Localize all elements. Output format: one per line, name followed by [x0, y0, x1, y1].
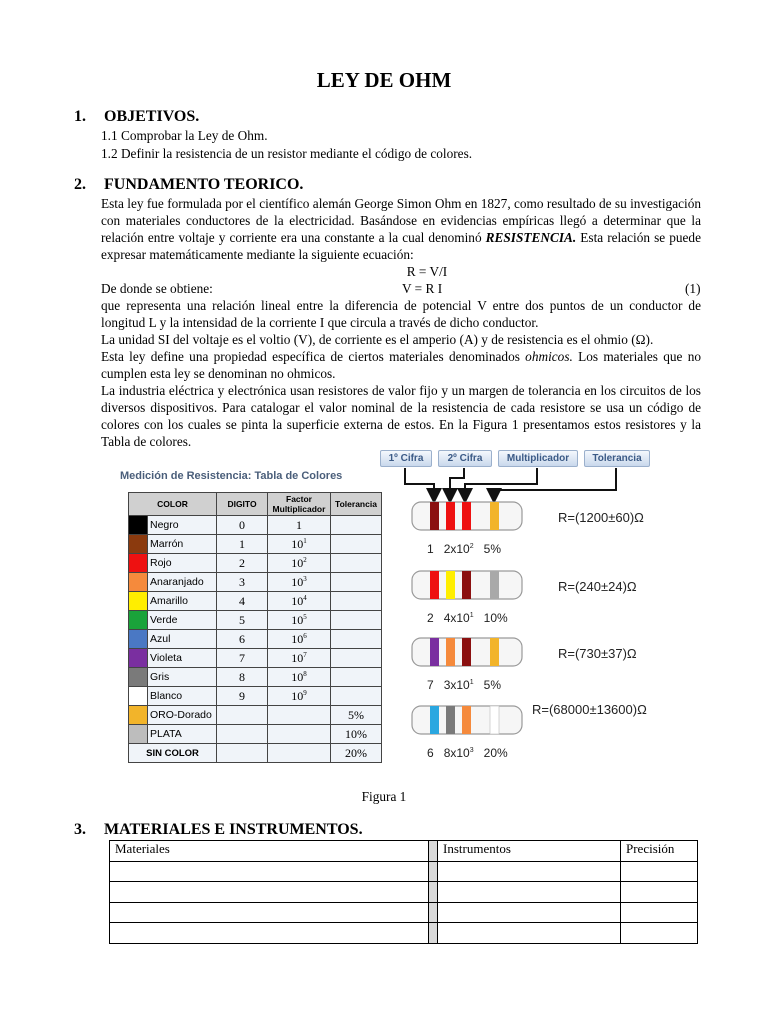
paragraph-intro [101, 195, 701, 263]
resistor-band [462, 502, 471, 530]
section-heading-fundamento [74, 176, 303, 194]
resistor-band [430, 571, 439, 599]
color-name: ORO-Dorado [148, 706, 217, 725]
paragraph-text: Esta ley define una propiedad específica de ciertos materiales denominados [101, 349, 526, 364]
table-cell[interactable] [438, 923, 621, 944]
materials-table [109, 840, 698, 944]
color-digit: 2 [217, 554, 268, 573]
multiplier-exponent: 9 [303, 688, 307, 697]
color-name: Negro [148, 516, 217, 535]
code-tolerance: 5% [483, 542, 501, 556]
multiplier-base: 10 [291, 688, 304, 703]
label-tolerance: Tolerancia [584, 450, 650, 467]
table-row [110, 902, 698, 923]
multiplier-base: 10 [291, 612, 304, 627]
table-cell[interactable] [621, 882, 698, 903]
multiplier-exponent: 6 [303, 631, 307, 640]
color-name: Anaranjado [148, 573, 217, 592]
table-cell[interactable] [110, 882, 429, 903]
section-title: FUNDAMENTO TEORICO. [104, 176, 304, 193]
equation-number: (1) [685, 281, 701, 296]
section-title: MATERIALES E INSTRUMENTOS. [104, 821, 363, 838]
equation-ohm: R = V/I [406, 264, 448, 279]
column-materiales: Materiales [110, 841, 429, 862]
header-multiplier: Factor Multiplicador [268, 493, 331, 516]
color-table-title: Medición de Resistencia: Tabla de Colores [120, 470, 343, 482]
color-digit: 1 [217, 535, 268, 554]
color-name: Blanco [148, 687, 217, 706]
section-heading-materiales [74, 821, 363, 839]
code-tolerance: 20% [483, 746, 508, 760]
section-number: 1. [74, 108, 86, 125]
label-second-digit: 2º Cifra [438, 450, 492, 467]
resistor-result: R=(240±24)Ω [558, 579, 637, 594]
multiplier-exponent: 1 [303, 536, 307, 545]
resistor-band [462, 706, 471, 734]
resistor-band [490, 638, 499, 666]
label-first-digit: 1º Cifra [380, 450, 432, 467]
column-separator [429, 841, 438, 862]
code-digit-2: 3 [443, 678, 451, 692]
resistor-band [490, 571, 499, 599]
header-tolerance: Tolerancia [331, 493, 382, 516]
code-digit-2: 8 [443, 746, 451, 760]
equation-label: De donde se obtiene: [101, 281, 213, 296]
table-cell[interactable] [438, 882, 621, 903]
column-separator [429, 882, 438, 903]
column-precision: Precisión [621, 841, 698, 862]
multiplier-base: 10 [291, 631, 304, 646]
resistor-diagram [118, 446, 658, 776]
resistor-code [427, 746, 508, 760]
paragraph-ohmic [101, 348, 701, 382]
code-digit-2: 4 [443, 611, 451, 625]
resistor-code [427, 678, 501, 692]
header-color: COLOR [129, 493, 217, 516]
code-multiplier-exponent: 2 [469, 543, 474, 550]
multiplier-base: 10 [291, 669, 304, 684]
multiplier-exponent: 3 [303, 574, 307, 583]
table-cell[interactable] [438, 902, 621, 923]
equation-voltage: V = R I [402, 281, 443, 296]
column-instrumentos: Instrumentos [438, 841, 621, 862]
resistor-band [462, 638, 471, 666]
table-cell[interactable] [110, 902, 429, 923]
color-digit: 5 [217, 611, 268, 630]
resistor-band [446, 571, 455, 599]
section-title: OBJETIVOS. [104, 108, 200, 125]
code-tolerance: 5% [483, 678, 501, 692]
multiplier-base: 1 [296, 517, 302, 532]
code-multiplier-exponent: 1 [469, 612, 474, 619]
table-cell[interactable] [438, 861, 621, 882]
color-name: Amarillo [148, 592, 217, 611]
color-digit: 8 [217, 668, 268, 687]
figure-resistor-color-code [118, 446, 658, 776]
table-cell[interactable] [110, 861, 429, 882]
multiplier-exponent: 4 [303, 593, 307, 602]
section-number: 3. [74, 821, 86, 838]
color-tolerance: 20% [331, 744, 382, 763]
paragraph-text: Los materiales que no cumplen esta ley se denominan no ohmicos. [101, 349, 702, 381]
table-row [110, 861, 698, 882]
table-cell[interactable] [110, 923, 429, 944]
color-tolerance: 5% [331, 706, 382, 725]
resistor-band [446, 706, 455, 734]
color-digit: 4 [217, 592, 268, 611]
code-digit-2: 2 [443, 542, 451, 556]
paragraph-linear: que representa una relación lineal entre la diferencia de potencial V entre dos puntos de un conductor de longitud L y la intensidad de la corriente I que circula a través de dicho conductor. [101, 298, 701, 330]
code-digit-1: 2 [427, 611, 434, 625]
multiplier-exponent: 5 [303, 612, 307, 621]
code-multiplier-exponent: 1 [469, 679, 474, 686]
color-name: Azul [148, 630, 217, 649]
color-name: Verde [148, 611, 217, 630]
color-digit: 0 [217, 516, 268, 535]
resistor-band [430, 502, 439, 530]
multiplier-base: 10 [291, 574, 304, 589]
color-name: Rojo [148, 554, 217, 573]
resistor-band [446, 502, 455, 530]
code-tolerance: 10% [483, 611, 508, 625]
resistor-band [462, 571, 471, 599]
code-multiplier: x10 [450, 678, 470, 692]
code-digit-1: 7 [427, 678, 434, 692]
resistor-band [490, 502, 499, 530]
italic-term: ohmicos. [525, 349, 573, 364]
resistor-band [430, 706, 439, 734]
resistor-result: R=(68000±13600)Ω [532, 702, 647, 717]
color-tolerance: 10% [331, 725, 382, 744]
color-digit: 9 [217, 687, 268, 706]
header-digit: DIGITO [217, 493, 268, 516]
paragraph-text: Esta relación se puede expresar matemáticamente mediante la siguiente ecuación: [101, 230, 701, 262]
column-separator [429, 861, 438, 882]
resistor-code [427, 611, 508, 625]
objective-item: 1.2 Definir la resistencia de un resistor mediante el código de colores. [101, 146, 473, 161]
color-name: Violeta [148, 649, 217, 668]
column-separator [429, 902, 438, 923]
multiplier-base: 10 [291, 593, 304, 608]
color-name: PLATA [148, 725, 217, 744]
section-heading-objetivos [74, 108, 199, 126]
document-title: LEY DE OHM [316, 68, 452, 92]
resistor-result: R=(730±37)Ω [558, 646, 637, 661]
table-header-row [110, 841, 698, 862]
emphasized-term: RESISTENCIA. [485, 230, 577, 245]
color-name: Marrón [148, 535, 217, 554]
color-name: SIN COLOR [129, 744, 217, 763]
table-row [110, 882, 698, 903]
column-separator [429, 923, 438, 944]
multiplier-exponent: 7 [303, 650, 307, 659]
table-cell[interactable] [621, 861, 698, 882]
color-digit: 6 [217, 630, 268, 649]
multiplier-exponent: 8 [303, 669, 307, 678]
table-cell[interactable] [621, 923, 698, 944]
label-multiplier: Multiplicador [498, 450, 578, 467]
figure-caption: Figura 1 [361, 789, 407, 804]
resistor-result: R=(1200±60)Ω [558, 510, 644, 525]
paragraph-text: Esta ley fue formulada por el científico alemán George Simon Ohm en 1827, como resultado de su investigación con materiales conductores de la electricidad. Basándose en evidencias empíricas llegó a determinar que la relación entre voltaje y corriente era una constante a la cual denominó [101, 196, 701, 245]
multiplier-base: 10 [291, 555, 304, 570]
code-multiplier-exponent: 3 [469, 747, 474, 754]
code-multiplier: x10 [450, 611, 470, 625]
code-multiplier: x10 [450, 746, 470, 760]
color-name: Gris [148, 668, 217, 687]
section-number: 2. [74, 176, 86, 193]
resistor-band [430, 638, 439, 666]
code-digit-1: 1 [427, 542, 434, 556]
code-digit-1: 6 [427, 746, 434, 760]
multiplier-base: 10 [291, 650, 304, 665]
table-cell[interactable] [621, 902, 698, 923]
code-multiplier: x10 [450, 542, 470, 556]
resistor-band [446, 638, 455, 666]
multiplier-exponent: 2 [303, 555, 307, 564]
table-row [110, 923, 698, 944]
multiplier-base: 10 [291, 536, 304, 551]
color-digit: 7 [217, 649, 268, 668]
resistor-band [490, 706, 499, 734]
color-digit: 3 [217, 573, 268, 592]
objective-item: 1.1 Comprobar la Ley de Ohm. [101, 128, 268, 143]
paragraph-units: La unidad SI del voltaje es el voltio (V), de corriente es el amperio (A) y de resistencia es el ohmio (Ω). [101, 332, 654, 347]
paragraph-industry: La industria eléctrica y electrónica usan resistores de valor fijo y un margen de tolerancia en los circuitos de los diversos dispositivos. Para catalogar el valor nominal de la resistencia de cada resistore se usa un código de colores con los cuales se pinta la superficie externa de estos. En la Figura 1 presentamos estos resistores y la Tabla de colores. [101, 383, 701, 449]
resistor-code [427, 542, 501, 556]
